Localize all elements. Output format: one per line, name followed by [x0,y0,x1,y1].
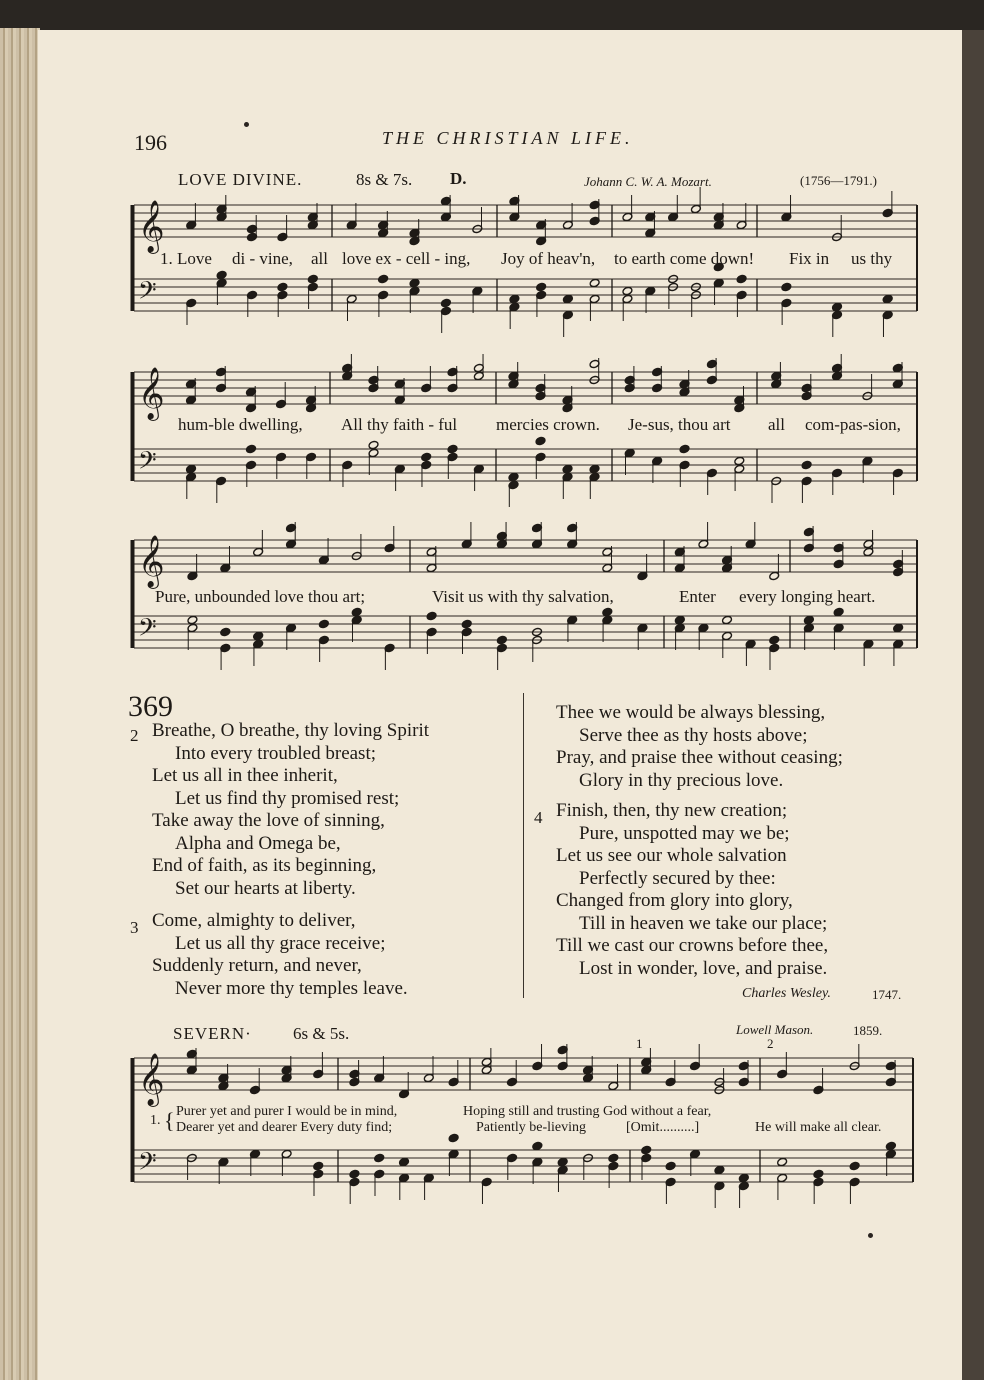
system-2-bass-note-head [186,464,197,473]
system-3-bass-note-head [496,635,507,644]
composer-2-year: 1859. [853,1023,883,1038]
lyric-line-3-seg-3: Enter [679,587,716,606]
verse-line: Set our hearts at liberty. [175,877,356,899]
system-4-bass-note-head [885,1141,896,1150]
stanza-3-part-2 [556,702,843,792]
system-3-bass-note-head [318,619,329,628]
system-2-bass-note-head [734,456,745,465]
system-2-bass-note-head [801,460,812,469]
lyric-d: Patiently be-lieving [476,1120,587,1135]
stanza-number-4: 4 [534,808,543,827]
lyric-line-2-seg-5: all [768,415,785,434]
composer: Johann C. W. A. Mozart. [584,174,712,189]
system-3-bass-note-head [833,607,844,616]
verse-line: Changed from glory into glory, [556,890,793,911]
lyric-b: Dearer yet and dearer Every duty find; [176,1120,393,1135]
system-2-bass-note-head [421,452,432,461]
verse-line: Till in heaven we take our place; [579,912,828,934]
system-1-bass-note-head [216,270,227,279]
verse-line: Lost in wonder, love, and praise. [579,957,828,979]
lyric-line-1-seg-3: all [311,249,328,268]
verse-line: Till we cast our crowns before thee, [556,935,829,956]
system-4-bass-note-head [641,1145,652,1154]
system-4-bass-note-head [448,1133,459,1142]
lyric-line-3-seg-1: Pure, unbounded love thou art; [155,587,366,606]
stanza-4 [556,800,828,980]
system-1-bass-note-head [781,282,792,291]
verse-line: Pray, and praise thee without ceasing; [556,747,843,768]
system-3-bass-note-head [220,627,231,636]
lyric-line-2-seg-3: mercies crown. [496,415,600,434]
lyric-line-1-seg-4: love ex - cell - ing, [342,249,471,268]
lyric-line-2-seg-6: com-pas-sion, [805,415,901,434]
system-3-treble-clef: 𝄞 [138,534,165,587]
system-4-bass-clef: 𝄢 [138,1147,157,1181]
hymn-author: Charles Wesley. [742,986,831,1001]
system-2-bass-clef: 𝄢 [138,446,157,480]
system-4-bass-note-head [313,1161,324,1170]
system-1-bass-note-head [882,294,893,303]
system-1-bass-clef: 𝄢 [138,276,157,310]
column-divider [523,693,524,998]
system-3-bass-note-head [187,615,198,624]
verse-line: Take away the love of sinning, [152,810,385,831]
lyric-line-1-seg-6: to earth come down! [614,249,755,268]
verse-line: Serve thee as thy hosts above; [579,724,808,746]
lyric-line-3-seg-2: Visit us with thy salvation, [432,587,614,606]
lyric-omit: [Omit..........] [626,1120,700,1135]
verse-line: Perfectly secured by thee: [579,867,776,889]
verse-line: Finish, then, thy new creation; [556,800,788,821]
first-ending-mark: 1 [636,1036,643,1051]
verse-line: Come, almighty to deliver, [152,910,356,931]
verse-number: 1. [150,1113,161,1128]
verse-line: Into every troubled breast; [175,742,377,764]
system-4-bass-note-head [665,1161,676,1170]
system-3-bass-note-head [674,615,685,624]
system-2-bass-note-head [447,444,458,453]
system-3-bass-note-head [722,615,733,624]
system-1-bass-note-head [622,286,633,295]
system-4-treble-clef: 𝄞 [138,1052,165,1105]
lyric-a: Purer yet and purer I would be in mind, [176,1104,398,1119]
system-3-bass-note-head [602,607,613,616]
lyric-line-1-seg-7: Fix in [789,249,830,268]
tune-name: LOVE DIVINE. [178,170,303,189]
hymn-year: 1747. [872,987,902,1002]
lyric-line-1-seg-1: 1. Love [160,249,212,268]
system-1-bass-note-head [378,274,389,283]
system-4-bass-note-head [714,1165,725,1174]
verse-line: Breathe, O breathe, thy loving Spirit [152,720,430,741]
lyric-c: Hoping still and trusting God without a fear, [463,1104,712,1119]
system-3-bass-note-head [893,623,904,632]
verse-line: Let us find thy promised rest; [175,787,400,809]
verse-line: Let us see our whole salvation [556,845,787,866]
verse-line: Glory in thy precious love. [579,769,784,791]
system-1-bass-note-head [562,294,573,303]
lyric-line-1-seg-8: us thy [851,249,893,268]
system-1-bass-note-head [536,282,547,291]
verse-line: Suddenly return, and never, [152,955,362,976]
system-2-treble-clef: 𝄞 [138,366,165,419]
system-3-bass-clef: 𝄢 [138,613,157,647]
hymn-number: 369 [128,690,173,723]
lyric-line-1-seg-2: di - vine, [232,249,293,268]
stanza-number-3: 3 [130,918,139,937]
composer-2: Lowell Mason. [736,1022,814,1037]
system-1-bass-note-head [736,274,747,283]
system-1-bass-note-head [277,282,288,291]
system-3-bass-note-head [253,631,264,640]
page-number: 196 [134,130,167,155]
lyric-line-2-seg-4: Je-sus, thou art [628,415,731,434]
system-3-bass-note-head [426,611,437,620]
system-2-bass-note-head [562,464,573,473]
verse-line: End of faith, as its beginning, [152,855,377,876]
system-1-treble-clef: 𝄞 [138,199,165,252]
system-3-bass-note-head [461,619,472,628]
lyric-line-2-seg-1: hum-ble dwelling, [178,415,303,434]
lyric-line-1-seg-5: Joy of heav'n, [501,249,596,268]
system-4-bass-note-head [557,1157,568,1166]
system-3-bass-note-head [351,607,362,616]
system-4-bass-note-head [532,1141,543,1150]
system-4-bass-note-head [399,1157,410,1166]
system-1-bass-note-head [832,302,843,311]
verse-line: Thee we would be always blessing, [556,702,826,723]
system-4-bass-note-head [777,1157,788,1166]
system-4-bass-note-head [374,1153,385,1162]
system-1-bass-note-head [409,278,420,287]
system-2-bass-note-head [368,440,379,449]
system-1-bass-note-head [307,274,318,283]
system-4-bass-note-head [813,1169,824,1178]
system-1-bass-note-head [440,298,451,307]
brace-left: { [164,1108,175,1133]
system-2-bass-note-head [589,464,600,473]
system-2-bass-note-head [679,444,690,453]
system-1-bass-note-head [589,278,600,287]
system-1-bass-note-head [509,294,520,303]
second-ending-mark: 2 [767,1036,774,1051]
system-2-bass-note-head [508,472,519,481]
stanza-number-2: 2 [130,726,139,745]
lyric-line-3-seg-4: every longing heart. [739,587,876,606]
verse-line: Pure, unspotted may we be; [579,822,790,844]
lyric-e: He will make all clear. [755,1120,882,1135]
meter-mark: D. [450,169,467,188]
meter-2: 6s & 5s. [293,1024,350,1043]
system-2-bass-note-head [535,436,546,445]
system-3-bass-note-head [769,635,780,644]
verse-line: Let us all in thee inherit, [152,765,338,786]
lyric-line-2-seg-2: All thy faith - ful [341,415,458,434]
stanza-3-part-1 [152,910,408,1000]
verse-line: Never more thy temples leave. [175,977,408,999]
verse-line: Let us all thy grace receive; [175,932,386,954]
ink-speck [244,122,249,127]
verse-line: Alpha and Omega be, [175,832,341,854]
tune-name-2: SEVERN· [173,1024,252,1043]
system-4-bass-note-head [849,1161,860,1170]
system-2-bass-note-head [246,444,257,453]
system-4-bass-note-head [738,1173,749,1182]
system-4-bass-note-head [608,1153,619,1162]
composer-dates: (1756—1791.) [800,173,877,188]
meter: 8s & 7s. [356,170,413,189]
ink-speck [868,1233,873,1238]
system-3-bass-note-head [803,615,814,624]
stanza-2 [152,720,429,900]
system-4-bass-note-head [349,1169,360,1178]
running-head: THE CHRISTIAN LIFE. [382,128,634,148]
